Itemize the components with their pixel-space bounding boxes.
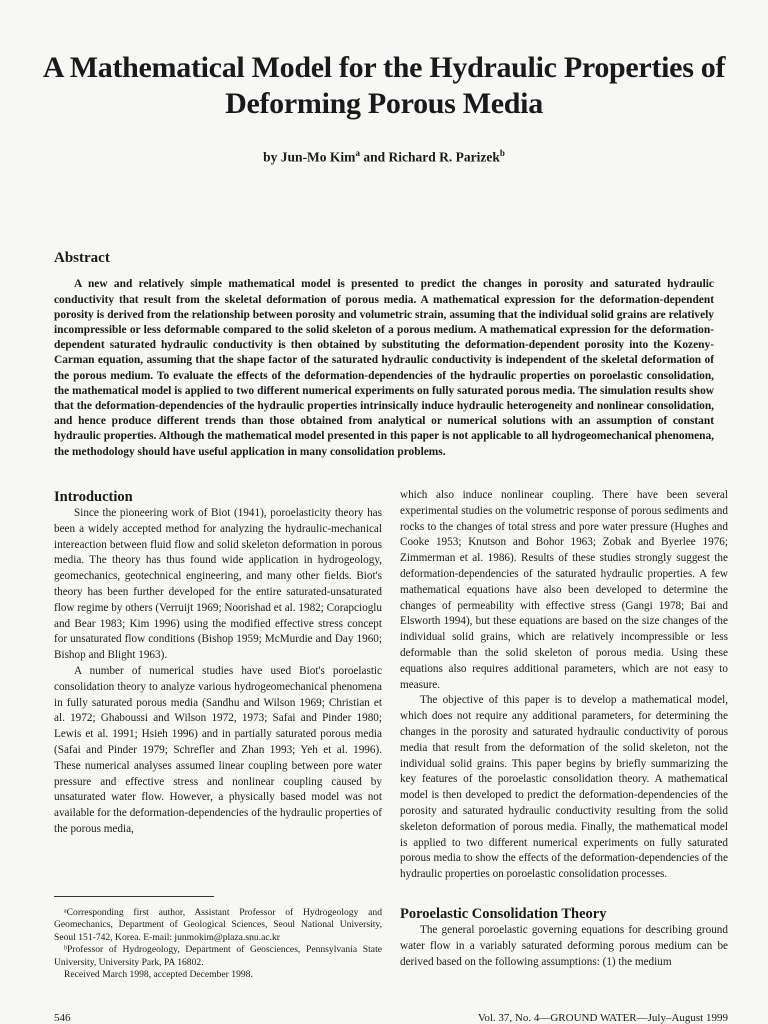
poroelastic-paragraph-1: The general poroelastic governing equations for describing ground water flow in a variably saturated deforming porous medium can be derived based on the following assumptions: (1) the medium — [400, 923, 728, 968]
right-column — [400, 488, 728, 970]
introduction-paragraph-3: which also induce nonlinear coupling. There have been several experimental studies on the volumetric response of porous sediments and rocks to the changes of total stress and pore water pressure (Hughes and Cooke 1953; Knutson and Bohor 1963; Zobak and Byerlee 1976; Zimmerman et al. 1986). Results of these studies strongly suggest the deformation-dependencies of the saturated hydraulic properties. A few mathematical equations have also been developed to determine the changes of permeability with effective stress (Gangi 1978; Bai and Elsworth 1994), but these equations are based on the size changes of the individual solid grains, which are relatively incompressible or less deformable than the solid skeleton of porous media. Using these equations also requires additional parameters, which are not easy to measure. — [400, 489, 728, 691]
abstract-body: A new and relatively simple mathematical model is presented to predict the changes in porosity and saturated hydraulic conductivity that result from the skeletal deformation of porous media. A mathematical expression for the deformation-dependent porosity is derived from the relationship between porosity and volumetric strain, assuming that the individual solid grains are relatively incompressible or less deformable compared to the solid skeleton of a porous medium. A mathematical expression for the deformation-dependent saturated hydraulic conductivity is then obtained by substituting the deformation-dependent porosity into the Kozeny-Carman equation, assuming that the shape factor of the saturated hydraulic conductivity is independent of the skeletal deformation of the porous medium. To evaluate the effects of the deformation-dependencies of the hydraulic properties on poroelastic consolidation, the mathematical model is applied to two different numerical experiments on fully saturated porous media. The simulation results show that the deformation-dependencies of the hydraulic properties intrinsically induce hydraulic heterogeneity and nonlinear consolidation, and hence produce different trends than those obtained from analytical or numerical solutions with an assumption of constant hydraulic properties. Although the mathematical model presented in this paper is not applicable to all hydrogeomechanical phenomena, the methodology should have useful application in many consolidation problems. — [54, 278, 714, 458]
footnote-b: ᵇProfessor of Hydrogeology, Department of Geosciences, Pennsylvania State University, University Park, PA 16802. — [54, 944, 382, 968]
introduction-paragraph-4: The objective of this paper is to develop a mathematical model, which does not require any additional parameters, for determining the changes in the porosity and saturated hydraulic conductivity of porous media that result from the deformation of the solid skeleton, not the individual solid grains. This paper begins by briefly summarizing the key features of the poroelastic consolidation theory. A mathematical model is then developed to predict the deformation-dependencies of the porosity and saturated hydraulic conductivity resulting from the solid skeleton deformation of porous media. Finally, the mathematical model is applied to two different numerical experiments on fully saturated porous media to show the effects of the deformation-dependencies of the hydraulic properties on poroelastic consolidation processes. — [400, 694, 728, 881]
poroelastic-section — [400, 905, 728, 970]
footnote-divider — [54, 896, 214, 897]
author-2-mark: b — [499, 148, 505, 158]
footnote-received: Received March 1998, accepted December 1998. — [64, 969, 253, 981]
introduction-paragraph-2: A number of numerical studies have used Biot's poroelastic consolidation theory to analyze various hydrogeomechanical phenomena in fully saturated porous media (Sandhu and Wilson 1969; Christian et al. 1972; Ghaboussi and Wilson 1972, 1973; Safai and Pinder 1980; Lewis et al. 1991; Hsieh 1996) and in partially saturated porous media (Safai and Pinder 1979; Schrefler and Zhan 1993; Yeh et al. 1996). These numerical analyses assumed linear coupling between pore water pressure and effective stress and nonlinear coupling caused by unsaturated water flow. However, a physically based model was not available for the deformation-dependencies of the hydraulic properties of the porous media, — [54, 664, 382, 835]
footnote-a: ᵃCorresponding first author, Assistant Professor of Hydrogeology and Geomechanics, Department of Geological Sciences, Seoul National University, Seoul 151-742, Korea. E-mail: junmokim@plaza.snu.ac.kr — [54, 907, 382, 943]
page-number: 546 — [54, 1012, 71, 1024]
author-1-mark: a — [355, 148, 360, 158]
footnotes — [54, 907, 382, 981]
byline-conj: and — [359, 149, 389, 165]
poroelastic-heading: Poroelastic Consolidation Theory — [400, 905, 607, 922]
byline — [40, 148, 728, 166]
abstract-heading: Abstract — [54, 250, 110, 266]
journal-citation: Vol. 37, No. 4—GROUND WATER—July–August 1999 — [477, 1012, 728, 1024]
introduction-heading: Introduction — [54, 489, 133, 505]
byline-prefix: by — [263, 149, 281, 165]
introduction-paragraph-1: Since the pioneering work of Biot (1941), poroelasticity theory has been a widely accepted method for analyzing the hydraulic-mechanical intereaction between fluid flow and solid skeleton deformation in porous media. The theory has thus found wide application in hydrogeology, geomechanics, geotechnical engineering, and many other fields. Biot's theory has been further developed for the entire saturated-unsaturated flow regime by others (Verruijt 1969; Noorishad et al. 1982; Corapcioglu and Bear 1983; Kim 1996) using the modified effective stress concept for unsaturated flow conditions (Bishop 1959; McMurdie and Day 1960; Bishop and Blight 1963). — [54, 507, 382, 662]
author-2: Richard R. Parizek — [388, 149, 500, 165]
left-column — [54, 488, 382, 838]
author-1: Jun-Mo Kim — [280, 149, 356, 165]
paper-title: A Mathematical Model for the Hydraulic Properties of Deforming Porous Media — [42, 51, 726, 120]
